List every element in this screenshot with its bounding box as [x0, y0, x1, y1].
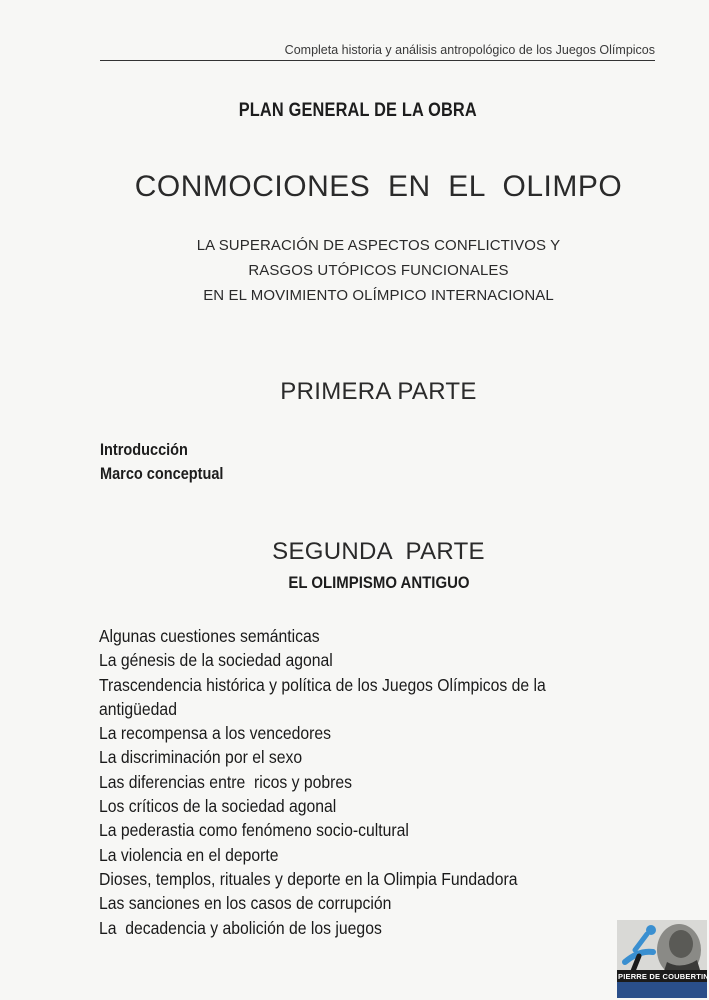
- list-item: La decadencia y abolición de los juegos: [99, 917, 382, 938]
- list-item: La génesis de la sociedad agonal: [99, 650, 333, 671]
- plan-title: [53, 100, 663, 122]
- part1-heading: PRIMERA PARTE: [280, 378, 477, 405]
- logo-caption: PIERRE DE COUBERTIN: [618, 972, 709, 981]
- plan-title-text: PLAN GENERAL DE LA OBRA: [238, 100, 477, 121]
- running-header-text: Completa historia y análisis antropológico de los Juegos Olímpicos: [284, 43, 655, 57]
- part2-topic-list: [99, 624, 629, 940]
- list-item: Algunas cuestiones semánticas: [99, 626, 320, 646]
- list-item: Trascendencia histórica y política de los Juegos Olímpicos de la antigüedad: [99, 674, 546, 719]
- part2-heading: SEGUNDA PARTE: [272, 538, 485, 565]
- list-item: La violencia en el deporte: [99, 844, 279, 865]
- list-item: La recompensa a los vencedores: [99, 723, 332, 744]
- list-item: Las sanciones en los casos de corrupción: [99, 893, 392, 914]
- runner-portrait-icon: [617, 920, 707, 998]
- part1-list: [100, 438, 240, 486]
- subtitle: [0, 233, 709, 308]
- subtitle-line: RASGOS UTÓPICOS FUNCIONALES: [248, 262, 509, 279]
- list-item: Dioses, templos, rituales y deporte en la Olimpia Fundadora: [99, 868, 518, 889]
- subtitle-line: LA SUPERACIÓN DE ASPECTOS CONFLICTIVOS Y: [196, 237, 561, 254]
- list-item: La pederastia como fenómeno socio-cultural: [99, 820, 409, 841]
- part2-subheading-text: EL OLIMPISMO ANTIGUO: [287, 573, 470, 592]
- list-item: Introducción: [100, 441, 188, 459]
- subtitle-line: EN EL MOVIMIENTO OLÍMPICO INTERNACIONAL: [203, 287, 554, 304]
- list-item: Las diferencias entre ricos y pobres: [99, 771, 353, 792]
- list-item: La discriminación por el sexo: [99, 747, 303, 768]
- part2-subheading: [0, 573, 709, 593]
- work-title: CONMOCIONES EN EL OLIMPO: [134, 170, 623, 203]
- running-header: [100, 40, 655, 61]
- list-item: Los críticos de la sociedad agonal: [99, 796, 337, 817]
- list-item: Marco conceptual: [100, 465, 224, 483]
